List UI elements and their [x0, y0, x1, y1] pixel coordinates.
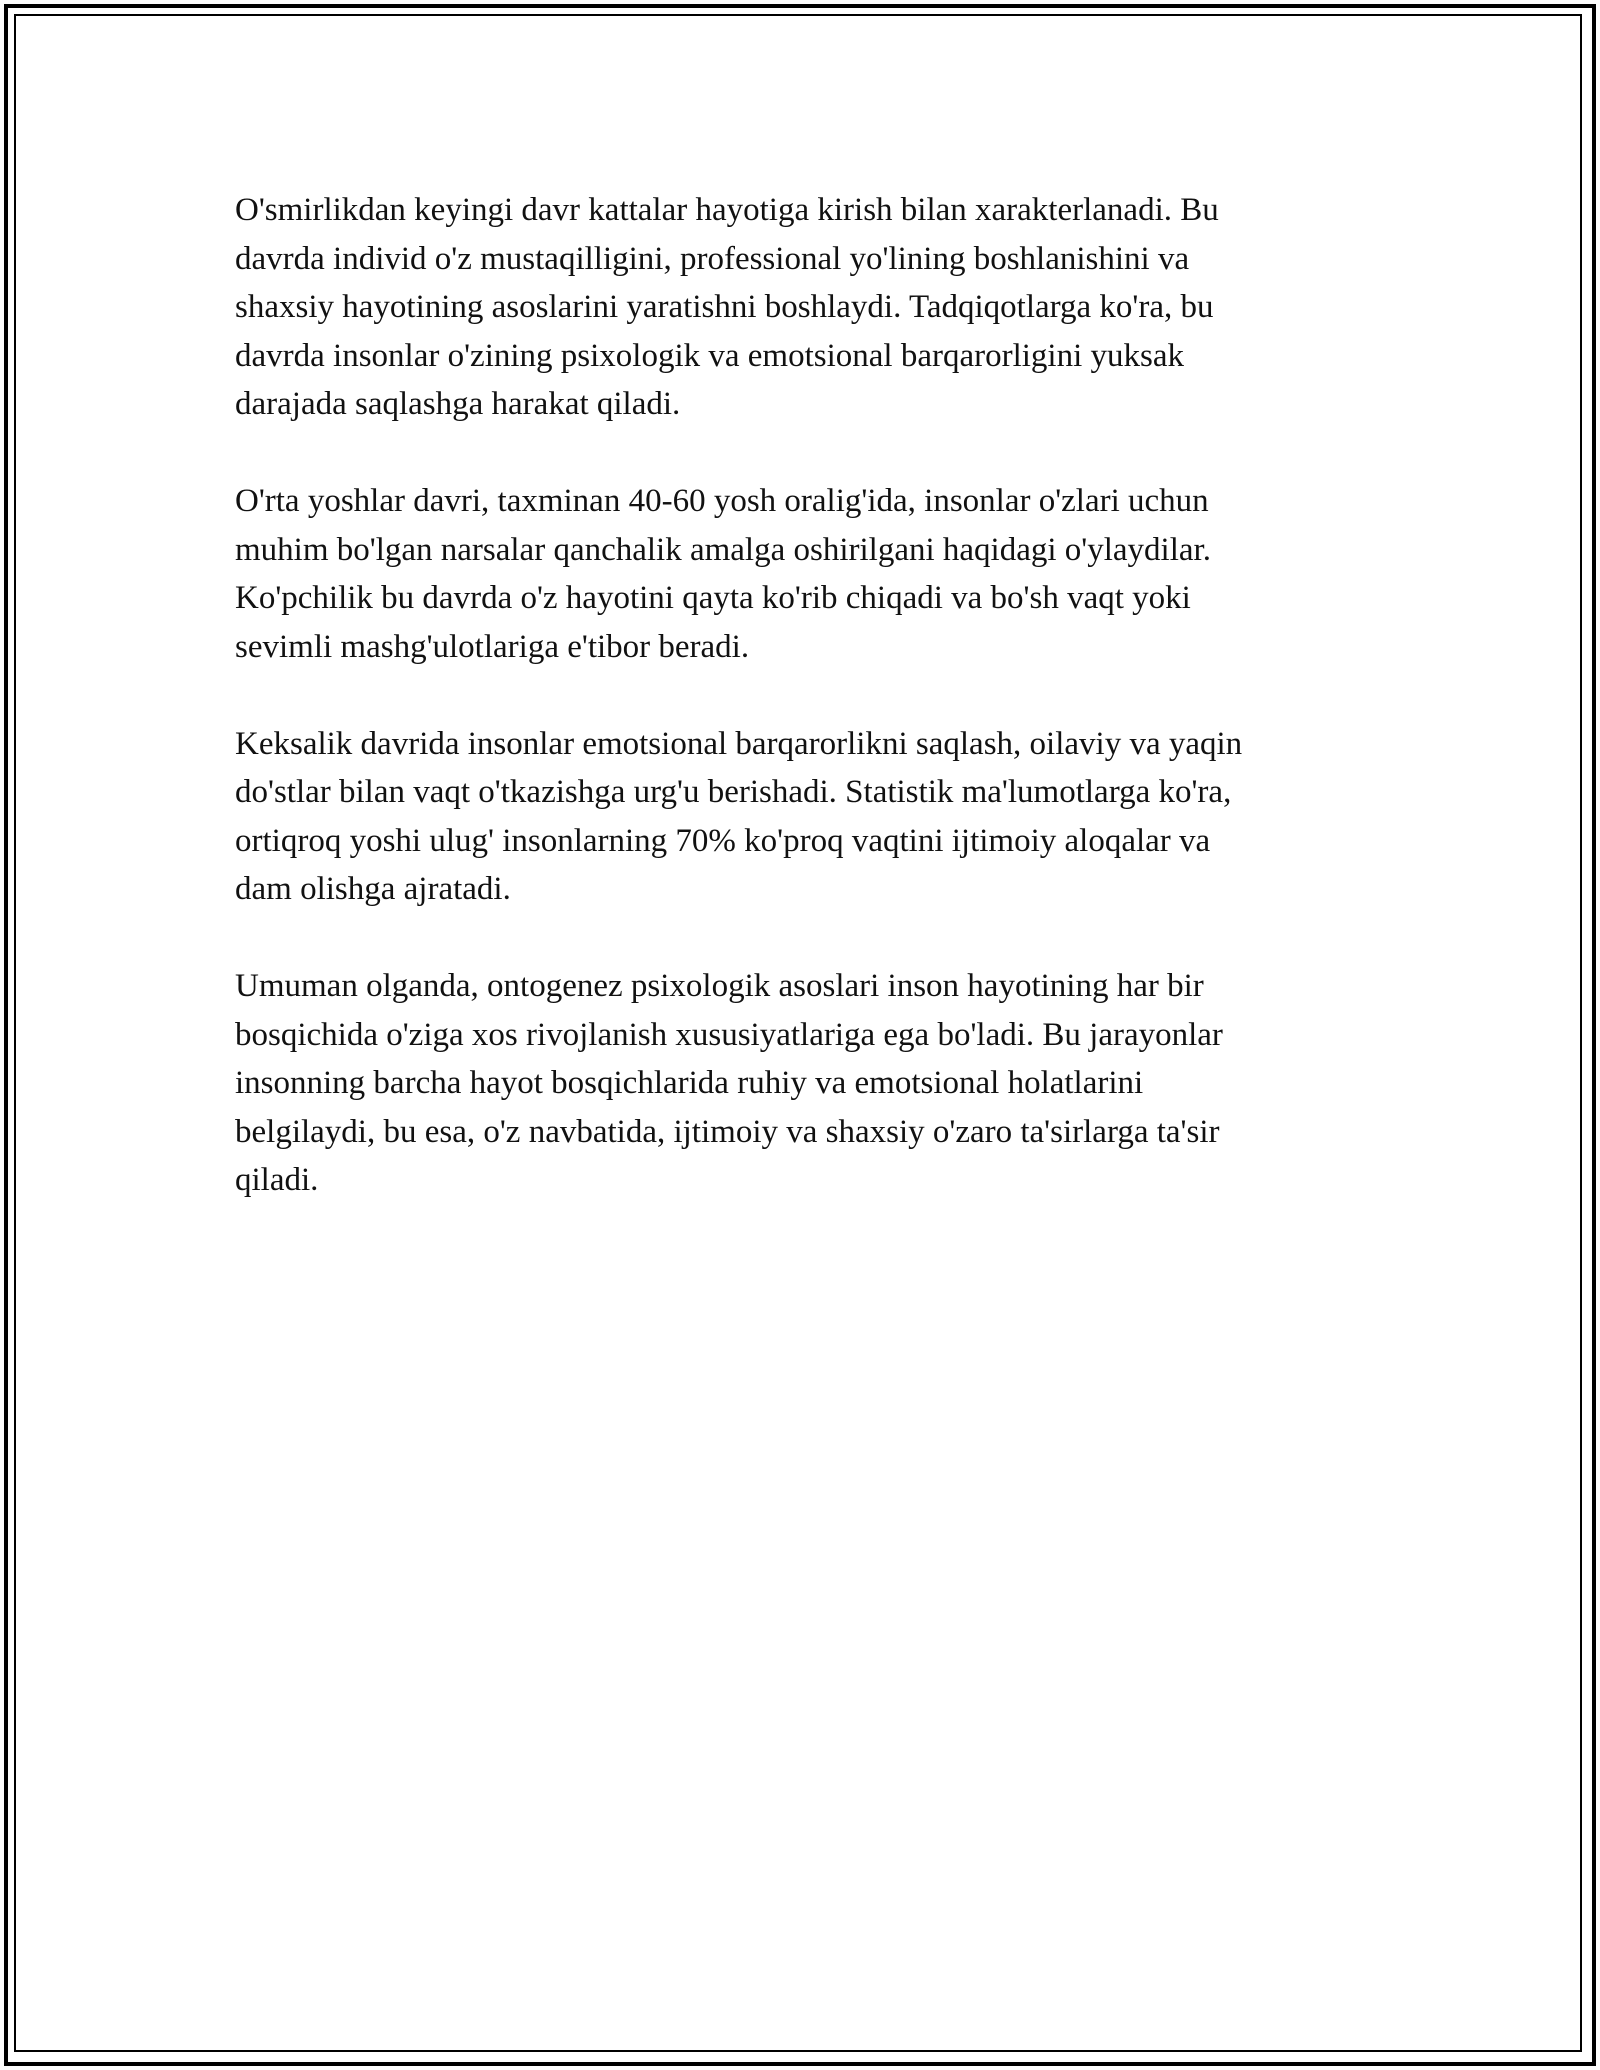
paragraph-1	[235, 186, 1365, 429]
text-line: shaxsiy hayotining asoslarini yaratishni boshlaydi. Tadqiqotlarga ko'ra, bu	[235, 289, 1214, 325]
text-line: muhim bo'lgan narsalar qanchalik amalga oshirilgani haqidagi o'ylaydilar.	[235, 531, 1211, 568]
paragraph-3	[235, 720, 1365, 914]
document-body	[235, 186, 1365, 1205]
paragraph-4	[235, 962, 1365, 1205]
text-line: insonning barcha hayot bosqichlarida ruhiy va emotsional holatlarini	[235, 1065, 1144, 1101]
text-line: davrda individ o'z mustaqilligini, professional yo'lining boshlanishini va	[235, 240, 1190, 277]
text-line: belgilaydi, bu esa, o'z navbatida, ijtimoiy va shaxsiy o'zaro ta'sirlarga ta'sir	[235, 1113, 1220, 1150]
text-line: O'rta yoshlar davri, taxminan 40-60 yosh oralig'ida, insonlar o'zlari uchun	[235, 483, 1209, 519]
text-line: Ko'pchilik bu davrda o'z hayotini qayta ko'rib chiqadi va bo'sh vaqt yoki	[235, 580, 1191, 616]
text-line: qiladi.	[235, 1162, 319, 1198]
text-line: bosqichida o'ziga xos rivojlanish xususiyatlariga ega bo'ladi. Bu jarayonlar	[235, 1016, 1223, 1053]
text-line: davrda insonlar o'zining psixologik va emotsional barqarorligini yuksak	[235, 337, 1185, 374]
paragraph-2	[235, 477, 1365, 671]
text-line: darajada saqlashga harakat qiladi.	[235, 386, 681, 422]
text-line: ortiqroq yoshi ulug' insonlarning 70% ko'proq vaqtini ijtimoiy aloqalar va	[235, 822, 1211, 859]
text-line: Keksalik davrida insonlar emotsional barqarorlikni saqlash, oilaviy va yaqin	[235, 725, 1243, 762]
text-line: sevimli mashg'ulotlariga e'tibor beradi.	[235, 628, 750, 665]
text-line: do'stlar bilan vaqt o'tkazishga urg'u berishadi. Statistik ma'lumotlarga ko'ra,	[235, 774, 1232, 810]
text-line: Umuman olganda, ontogenez psixologik asoslari inson hayotining har bir	[235, 968, 1204, 1004]
text-line: O'smirlikdan keyingi davr kattalar hayotiga kirish bilan xarakterlanadi. Bu	[235, 192, 1219, 228]
text-line: dam olishga ajratadi.	[235, 871, 511, 907]
